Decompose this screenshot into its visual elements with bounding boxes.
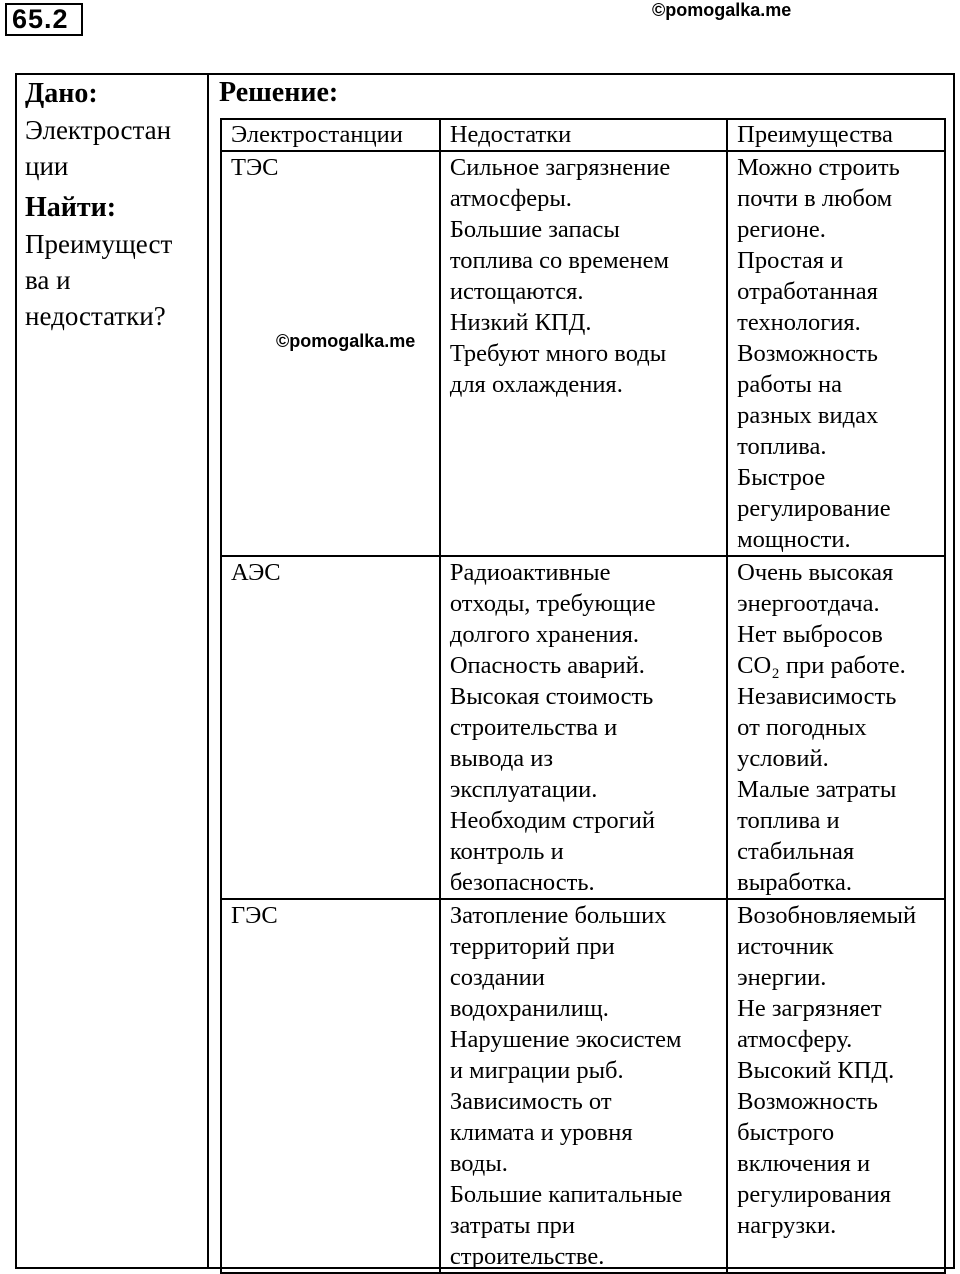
pros-line: включения и — [737, 1150, 871, 1177]
pros-line: выработка. — [737, 869, 852, 896]
pros-line: быстрого — [737, 1119, 835, 1146]
cons-cell — [440, 151, 727, 556]
pros-line: регулирования — [737, 1181, 891, 1208]
pros-line: Нет выбросов — [737, 621, 883, 648]
pros-cell — [727, 556, 945, 899]
cons-cell — [440, 899, 727, 1273]
pros-line: работы на — [737, 371, 842, 398]
pros-line: энергоотдача. — [737, 590, 880, 617]
pros-line: стабильная — [737, 838, 855, 865]
column-header-stations: Электростанции — [221, 119, 440, 151]
station-cell: АЭС — [221, 556, 440, 899]
cons-line: атмосферы. — [449, 185, 572, 212]
cons-line: Большие капитальные — [449, 1181, 683, 1208]
cons-line: вывода из — [449, 745, 554, 772]
cons-line: Нарушение экосистем — [449, 1026, 682, 1053]
pros-line: мощности. — [737, 526, 851, 553]
find-title: Найти: — [25, 192, 117, 223]
cons-line: безопасность. — [449, 869, 595, 896]
cons-line: территорий при — [449, 933, 615, 960]
table-row — [221, 899, 945, 1273]
pros-cell — [727, 899, 945, 1273]
cons-line: Сильное загрязнение — [449, 154, 671, 181]
station-cell: ТЭС — [221, 151, 440, 556]
pros-line: регулирование — [737, 495, 891, 522]
problem-number: 65.2 — [5, 3, 83, 36]
cons-line: Большие запасы — [449, 216, 620, 243]
pros-line: от погодных — [737, 714, 867, 741]
cons-line: Требуют много воды — [449, 340, 667, 367]
pros-line: регионе. — [737, 216, 826, 243]
given-line: ции — [25, 151, 69, 181]
pros-line: Независимость — [737, 683, 897, 710]
cons-line: долгого хранения. — [449, 621, 639, 648]
cons-line: Опасность аварий. — [449, 652, 645, 679]
table-header-row — [221, 119, 945, 151]
cons-line: контроль и — [449, 838, 564, 865]
pros-line: отработанная — [737, 278, 878, 305]
pros-line: источник — [737, 933, 834, 960]
cons-line: затраты при — [449, 1212, 576, 1239]
pros-line: CO₂ при работе. — [737, 652, 906, 679]
pros-line: разных видах — [737, 402, 879, 429]
watermark-middle: ©pomogalka.me — [276, 331, 416, 351]
cons-line: воды. — [449, 1150, 508, 1177]
given-line: Электростан — [25, 115, 172, 145]
pros-line: Простая и — [737, 247, 844, 274]
find-line: Преимущест — [25, 229, 173, 259]
pros-line: Можно строить — [737, 154, 900, 181]
cons-line: создании — [449, 964, 545, 991]
pros-line: Возможность — [737, 1088, 878, 1115]
cons-cell — [440, 556, 727, 899]
find-line: ва и — [25, 265, 71, 295]
cons-line: отходы, требующие — [449, 590, 656, 617]
cons-line: строительстве. — [449, 1243, 605, 1270]
cons-line: Необходим строгий — [449, 807, 655, 834]
pros-line: энергии. — [737, 964, 827, 991]
solution-title: Решение: — [219, 77, 339, 108]
pros-line: почти в любом — [737, 185, 893, 212]
cons-line: Затопление больших — [449, 902, 667, 929]
pros-line: Быстрое — [737, 464, 826, 491]
cons-line: топлива со временем — [449, 247, 669, 274]
pros-line: топлива и — [737, 807, 840, 834]
cons-line: Высокая стоимость — [449, 683, 654, 710]
given-section — [25, 76, 205, 340]
cons-line: строительства и — [449, 714, 618, 741]
table-row — [221, 556, 945, 899]
find-line: недостатки? — [25, 301, 166, 331]
cons-line: истощаются. — [449, 278, 584, 305]
table-row — [221, 151, 945, 556]
pros-line: Малые затраты — [737, 776, 897, 803]
given-text — [25, 112, 205, 184]
column-header-pros: Преимущества — [727, 119, 945, 151]
column-header-cons: Недостатки — [440, 119, 727, 151]
pros-line: Возобновляемый — [737, 902, 917, 929]
pros-line: Очень высокая — [737, 559, 894, 586]
find-text — [25, 226, 205, 334]
station-cell: ГЭС — [221, 899, 440, 1273]
watermark-top: ©pomogalka.me — [652, 0, 792, 20]
power-stations-table — [220, 118, 946, 1274]
pros-cell — [727, 151, 945, 556]
pros-line: технология. — [737, 309, 861, 336]
cons-line: водохранилищ. — [449, 995, 609, 1022]
given-title: Дано: — [25, 78, 98, 109]
cons-line: эксплуатации. — [449, 776, 598, 803]
column-divider — [207, 73, 209, 1269]
cons-line: для охлаждения. — [449, 371, 623, 398]
pros-line: Высокий КПД. — [737, 1057, 895, 1084]
pros-line: топлива. — [737, 433, 827, 460]
pros-line: Не загрязняет — [737, 995, 882, 1022]
cons-line: Низкий КПД. — [449, 309, 592, 336]
pros-line: атмосферу. — [737, 1026, 853, 1053]
pros-line: Возможность — [737, 340, 878, 367]
cons-line: Радиоактивные — [449, 559, 611, 586]
cons-line: и миграции рыб. — [449, 1057, 624, 1084]
cons-line: климата и уровня — [449, 1119, 633, 1146]
cons-line: Зависимость от — [449, 1088, 612, 1115]
pros-line: нагрузки. — [737, 1212, 837, 1239]
pros-line: условий. — [737, 745, 829, 772]
